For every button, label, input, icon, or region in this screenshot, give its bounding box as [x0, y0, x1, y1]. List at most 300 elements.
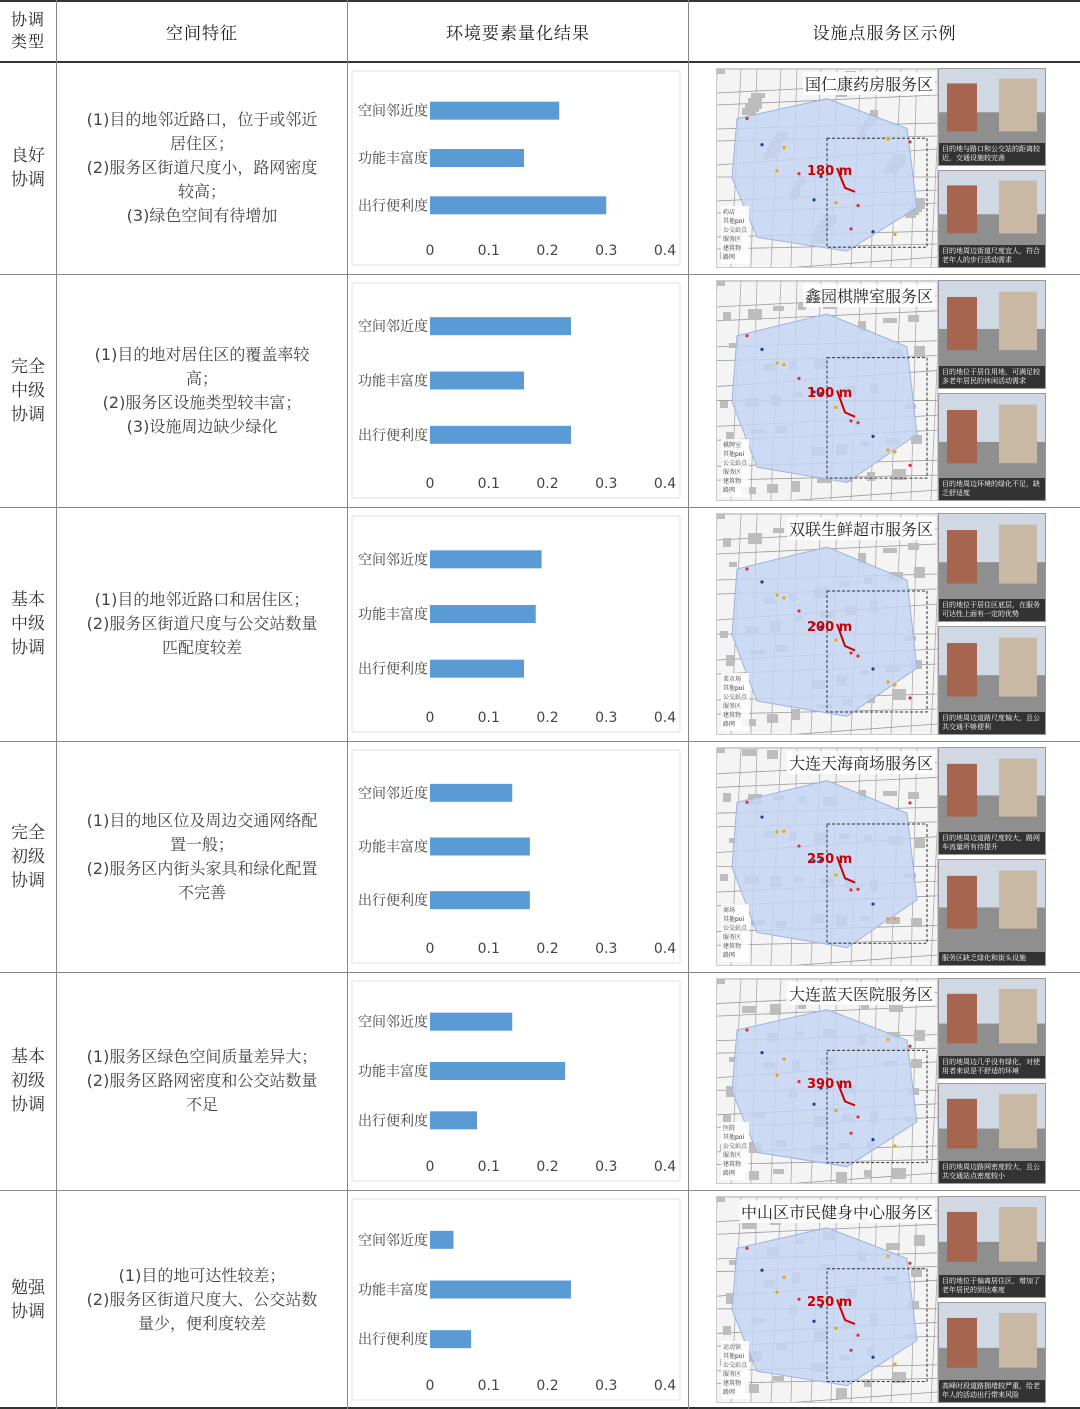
legend-item: 公交站点 — [723, 925, 748, 932]
poi-dot — [760, 1269, 763, 1272]
bar — [430, 317, 571, 335]
type-label: 完全 初级 协调 — [11, 822, 45, 891]
poi-dot — [849, 419, 852, 422]
street-line — [931, 514, 937, 734]
street-line — [931, 281, 937, 500]
features-text: (1)目的地邻近路口和居住区； (2)服务区街道尺度与公交站数量 匹配度较差 — [86, 590, 318, 657]
building — [911, 1059, 922, 1068]
tick-label: 0.3 — [595, 243, 618, 259]
bar — [430, 550, 542, 568]
poi-dot — [856, 888, 859, 891]
building — [773, 1169, 784, 1174]
legend-item: 商场 — [723, 907, 736, 914]
legend-item: 药店 — [723, 209, 736, 216]
poi-dot — [775, 1291, 778, 1294]
tick-label: 0.3 — [595, 1378, 618, 1394]
building — [836, 1172, 847, 1183]
building — [773, 306, 784, 311]
building — [911, 918, 922, 927]
map-legend — [721, 1341, 749, 1399]
poi-dot — [782, 830, 785, 833]
legend-item: 其他poi — [723, 1353, 745, 1360]
tick-label: 0.3 — [595, 476, 618, 492]
features-cell — [57, 1190, 347, 1409]
bar — [430, 1231, 454, 1249]
street-photo — [938, 513, 1046, 622]
bar — [430, 1062, 565, 1080]
street-line — [931, 979, 937, 1183]
tick-label: 0.1 — [477, 243, 500, 259]
bar-chart — [350, 977, 684, 1185]
header-quant: 环境要素量化结果 — [446, 23, 590, 44]
bar — [430, 891, 530, 909]
legend-item: 服务区 — [723, 934, 742, 941]
type-label: 基本 中级 协调 — [11, 590, 45, 658]
tick-label: 0.1 — [477, 941, 500, 957]
building — [792, 709, 800, 720]
photo-caption: 目的地与路口和公交站的距离较近，交通设施较完善 — [939, 143, 1045, 165]
building — [883, 318, 897, 323]
photo-building — [947, 297, 977, 350]
map-title: 大连蓝天医院服务区 — [787, 982, 935, 1005]
poi-dot — [745, 1028, 748, 1031]
category-label: 空间邻近度 — [358, 1232, 428, 1249]
street-line — [717, 1392, 937, 1402]
building — [717, 1197, 725, 1202]
street-photo — [938, 747, 1046, 855]
photo-building — [947, 1317, 977, 1367]
building — [892, 469, 906, 480]
bar — [430, 838, 530, 856]
distance-label: 250 m — [807, 852, 853, 868]
map-legend — [721, 904, 749, 962]
tick-label: 0 — [425, 710, 435, 726]
map-title: 国仁康药房服务区 — [803, 72, 935, 95]
photo-building — [999, 292, 1037, 351]
legend-item: 公交站点 — [723, 227, 748, 234]
photo-caption: 目的地周边道路尺度偏大，且公共交通不够便利 — [939, 712, 1045, 734]
street-line — [931, 748, 937, 965]
bar-chart — [350, 1195, 684, 1404]
building — [723, 312, 731, 321]
type-cell — [0, 62, 56, 274]
tick-label: 0.4 — [653, 243, 677, 259]
poi-dot — [856, 421, 859, 424]
poi-dot — [893, 917, 896, 920]
legend-item: 建筑物 — [723, 943, 742, 950]
tick-label: 0 — [425, 243, 435, 259]
building — [767, 484, 778, 493]
category-label: 空间邻近度 — [358, 552, 428, 569]
poi-dot — [893, 1363, 896, 1366]
tick-label: 0.1 — [477, 1378, 500, 1394]
photo-building — [947, 764, 977, 817]
type-label: 基本 初级 协调 — [11, 1047, 45, 1115]
legend-item: 公交站点 — [723, 1143, 748, 1150]
photo-building — [999, 181, 1037, 234]
street-photo — [938, 1196, 1046, 1298]
service-area-map — [716, 978, 938, 1184]
chart-frame — [352, 981, 680, 1181]
poi-dot — [856, 1115, 859, 1118]
legend-item: 其他poi — [723, 916, 745, 923]
poi-dot — [834, 1109, 837, 1112]
poi-dot — [886, 138, 889, 141]
building — [908, 543, 919, 550]
poi-dot — [893, 450, 896, 453]
photo-building — [999, 79, 1037, 132]
photo-building — [999, 870, 1037, 928]
features-text: (1)服务区绿色空间质量差异大； (2)服务区路网密度和公交站数量 不足 — [86, 1047, 318, 1114]
features-cell — [57, 274, 347, 507]
legend-item: 建筑物 — [723, 712, 742, 719]
street-line — [717, 257, 937, 267]
example-cell — [716, 978, 1046, 1184]
tick-label: 0 — [425, 1159, 435, 1175]
photo-building — [947, 1212, 977, 1262]
legend-item: 服务区 — [723, 703, 742, 710]
poi-dot — [871, 1356, 874, 1359]
legend-item: 建筑物 — [723, 245, 742, 252]
category-label: 出行便利度 — [358, 893, 428, 910]
poi-dot — [856, 204, 859, 207]
poi-dot — [908, 1262, 911, 1265]
street-photo — [938, 978, 1046, 1079]
building — [729, 562, 737, 567]
street-line — [717, 955, 937, 965]
building — [717, 748, 725, 753]
distance-label: 390 m — [807, 1076, 853, 1092]
poi-dot — [812, 198, 815, 201]
poi-dot — [760, 348, 763, 351]
category-label: 空间邻近度 — [358, 319, 428, 336]
example-cell — [716, 68, 1046, 268]
photo-building — [947, 875, 977, 928]
poi-dot — [745, 801, 748, 804]
poi-dot — [745, 567, 748, 570]
chart-frame — [352, 516, 680, 732]
building — [864, 1170, 872, 1177]
photo-building — [947, 83, 977, 131]
poi-dot — [760, 815, 763, 818]
category-label: 出行便利度 — [358, 1332, 428, 1349]
photo-caption: 高峰时段道路拥堵较严重，给老年人的活动出行带来风险 — [939, 1380, 1045, 1402]
building — [748, 98, 762, 109]
map-title: 双联生鲜超市服务区 — [787, 517, 935, 540]
legend-item: 其他poi — [723, 685, 745, 692]
poi-dot — [834, 201, 837, 204]
poi-dot — [760, 1051, 763, 1054]
street-photo — [938, 1083, 1046, 1184]
quant-chart — [350, 279, 684, 502]
poi-dot — [797, 1080, 800, 1083]
type-cell — [0, 741, 56, 972]
poi-dot — [893, 1144, 896, 1147]
column-divider — [688, 0, 689, 1409]
legend-item: 公交站点 — [723, 460, 748, 467]
category-label: 出行便利度 — [358, 198, 428, 215]
poi-dot — [849, 651, 852, 654]
building — [717, 514, 725, 519]
features-text: (1)目的地区位及周边交通网络配 置一般； (2)服务区内街头家具和绿化配置 不完善 — [86, 810, 318, 902]
distance-label: 180 m — [807, 164, 853, 180]
poi-dot — [834, 638, 837, 641]
tick-label: 0.4 — [653, 1378, 677, 1394]
features-cell — [57, 972, 347, 1190]
legend-item: 运动馆 — [723, 1344, 742, 1351]
distance-label: 250 m — [807, 1295, 853, 1311]
photo-caption: 目的地位于居住用地，可满足较多老年居民的休闲活动需求 — [939, 366, 1045, 388]
poi-dot — [797, 609, 800, 612]
building — [892, 689, 906, 700]
tick-label: 0.2 — [536, 1378, 559, 1394]
tick-label: 0.1 — [477, 476, 500, 492]
tick-label: 0 — [425, 476, 435, 492]
building — [720, 631, 728, 638]
street-photo — [938, 859, 1046, 967]
building — [726, 655, 734, 666]
photo-building — [999, 525, 1037, 584]
bar — [430, 196, 606, 214]
poi-dot — [886, 1038, 889, 1041]
features-text: (1)目的地邻近路口，位于或邻近 居住区； (2)服务区街道尺度小，路网密度 较高； (3)绿色空间有待增加 — [86, 110, 318, 225]
photo-building — [999, 1094, 1037, 1148]
tick-label: 0.3 — [595, 941, 618, 957]
poi-dot — [871, 1138, 874, 1141]
distance-label: 100 m — [807, 386, 853, 402]
bar — [430, 149, 524, 167]
poi-dot — [782, 1057, 785, 1060]
poi-dot — [893, 683, 896, 686]
building — [773, 1376, 784, 1381]
photo-caption: 目的地周边几乎没有绿化，对使用者来说是不舒适的环境 — [939, 1056, 1045, 1078]
map-title: 大连天海商场服务区 — [787, 751, 935, 774]
poi-dot — [893, 233, 896, 236]
building — [914, 1030, 925, 1041]
building — [742, 1006, 756, 1013]
tick-label: 0.4 — [653, 476, 677, 492]
poi-dot — [745, 334, 748, 337]
poi-dot — [775, 593, 778, 596]
photo-caption: 目的地周边道路尺度较大，路网车流量所有待提升 — [939, 832, 1045, 854]
poi-dot — [871, 667, 874, 670]
header-examples: 设施点服务区示例 — [812, 23, 957, 44]
bar-chart — [350, 746, 684, 967]
building — [861, 1005, 869, 1010]
tick-label: 0.2 — [536, 710, 559, 726]
bar-chart — [350, 67, 684, 269]
poi-dot — [871, 435, 874, 438]
bar — [430, 1330, 471, 1348]
example-cell — [716, 280, 1046, 501]
poi-dot — [797, 1298, 800, 1301]
category-label: 功能丰富度 — [358, 839, 428, 856]
building — [867, 472, 875, 481]
features-cell — [57, 741, 347, 972]
bar — [430, 372, 524, 390]
chart-frame — [352, 283, 680, 498]
photo-building — [947, 1099, 977, 1149]
building — [883, 791, 897, 796]
bar — [430, 1111, 477, 1129]
poi-dot — [908, 696, 911, 699]
poi-dot — [849, 888, 852, 891]
poi-dot — [775, 361, 778, 364]
building — [723, 1326, 731, 1335]
photo-building — [999, 989, 1037, 1043]
legend-item: 服务区 — [723, 1371, 742, 1378]
bar-chart — [350, 512, 684, 736]
building — [914, 567, 925, 578]
building — [723, 793, 731, 802]
building — [883, 548, 897, 553]
legend-item: 公交站点 — [723, 694, 748, 701]
category-label: 出行便利度 — [358, 427, 428, 444]
building — [911, 1268, 922, 1277]
category-label: 功能丰富度 — [358, 607, 428, 623]
building — [770, 1004, 781, 1015]
service-area-map — [716, 68, 938, 268]
poi-dot — [812, 1103, 815, 1106]
building — [767, 714, 778, 723]
photo-caption: 目的地位于偏离居住区，增加了老年居民的到达难度 — [939, 1275, 1045, 1297]
building — [836, 1388, 847, 1399]
tick-label: 0.1 — [477, 710, 500, 726]
poi-dot — [760, 580, 763, 583]
building — [742, 749, 756, 756]
legend-item: 其他poi — [723, 1134, 745, 1141]
poi-dot — [760, 143, 763, 146]
legend-item: 服务区 — [723, 469, 742, 476]
photo-caption: 服务区缺乏绿化和街头设施 — [939, 952, 1045, 965]
poi-dot — [834, 873, 837, 876]
legend-item: 棋牌室 — [723, 442, 742, 449]
poi-dot — [908, 140, 911, 143]
map-legend — [721, 439, 749, 497]
bar — [430, 1013, 512, 1031]
legend-item: 路网 — [723, 952, 736, 959]
category-label: 空间邻近度 — [358, 103, 428, 120]
service-area-map — [716, 280, 938, 501]
example-cell — [716, 513, 1046, 735]
building — [720, 874, 728, 881]
tick-label: 0.2 — [536, 941, 559, 957]
photo-building — [947, 185, 977, 233]
legend-item: 其他poi — [723, 451, 745, 458]
legend-item: 建筑物 — [723, 1380, 742, 1387]
building — [751, 93, 765, 98]
building — [792, 481, 800, 492]
legend-item: 服务区 — [723, 236, 742, 243]
service-area-map — [716, 1196, 938, 1403]
street-line — [931, 69, 937, 267]
poi-dot — [849, 1349, 852, 1352]
poi-dot — [834, 1327, 837, 1330]
poi-dot — [908, 464, 911, 467]
street-line — [931, 1197, 937, 1402]
tick-label: 0.2 — [536, 243, 559, 259]
legend-item: 医院 — [723, 1125, 736, 1132]
legend-item: 建筑物 — [723, 478, 742, 485]
tick-label: 0.3 — [595, 710, 618, 726]
poi-dot — [775, 169, 778, 172]
tick-label: 0 — [425, 1378, 435, 1394]
category-label: 出行便利度 — [358, 1113, 428, 1130]
poi-dot — [782, 596, 785, 599]
photo-caption: 目的地周边环境的绿化不足，缺乏舒适度 — [939, 478, 1045, 500]
photo-graphic — [939, 860, 1045, 966]
tick-label: 0.4 — [653, 710, 677, 726]
building — [748, 309, 762, 320]
map-legend — [721, 1122, 749, 1180]
poi-dot — [797, 377, 800, 380]
photo-building — [999, 759, 1037, 817]
photo-building — [947, 994, 977, 1044]
legend-item: 其他poi — [723, 218, 745, 225]
poi-dot — [834, 406, 837, 409]
type-cell — [0, 972, 56, 1190]
building — [717, 979, 725, 984]
bar — [430, 605, 536, 623]
poi-dot — [856, 654, 859, 657]
photo-building — [947, 530, 977, 584]
category-label: 出行便利度 — [358, 661, 428, 678]
photo-building — [999, 1312, 1037, 1367]
map-legend — [721, 206, 749, 264]
street-photo — [938, 626, 1046, 735]
type-label: 完全 中级 协调 — [11, 356, 45, 425]
street-photo — [938, 280, 1046, 389]
poi-dot — [745, 117, 748, 120]
quant-chart — [350, 512, 684, 736]
type-label: 良好 协调 — [11, 146, 45, 190]
legend-item: 路网 — [723, 1389, 736, 1396]
photo-building — [999, 638, 1037, 697]
bar — [430, 660, 524, 678]
poi-dot — [797, 172, 800, 175]
features-text: (1)目的地对居住区的覆盖率较 高； (2)服务区设施类型较丰富； (3)设施周边缺少绿化 — [94, 344, 310, 436]
poi-dot — [775, 830, 778, 833]
poi-dot — [871, 902, 874, 905]
features-cell — [57, 62, 347, 274]
poi-dot — [782, 363, 785, 366]
photo-building — [947, 643, 977, 697]
chart-frame — [352, 1199, 680, 1400]
poi-dot — [908, 1045, 911, 1048]
example-cell — [716, 747, 1046, 966]
category-label: 功能丰富度 — [358, 1282, 428, 1299]
street-photo — [938, 68, 1046, 166]
legend-item: 路网 — [723, 254, 736, 261]
type-label: 勉强 协调 — [11, 1277, 45, 1322]
poi-dot — [856, 1334, 859, 1337]
type-cell — [0, 507, 56, 741]
type-cell — [0, 274, 56, 507]
chart-frame — [352, 71, 680, 265]
poi-dot — [782, 146, 785, 149]
tick-label: 0.2 — [536, 476, 559, 492]
poi-dot — [775, 1074, 778, 1077]
category-label: 功能丰富度 — [358, 151, 428, 167]
building — [908, 792, 919, 799]
building — [773, 528, 784, 533]
service-area-map — [716, 513, 938, 735]
header-type: 协调 类型 — [10, 10, 45, 51]
photo-caption: 目的地周边路网密度较大，且公共交通站点密度较小 — [939, 1161, 1045, 1183]
photo-building — [947, 409, 977, 462]
poi-dot — [908, 801, 911, 804]
poi-dot — [886, 917, 889, 920]
